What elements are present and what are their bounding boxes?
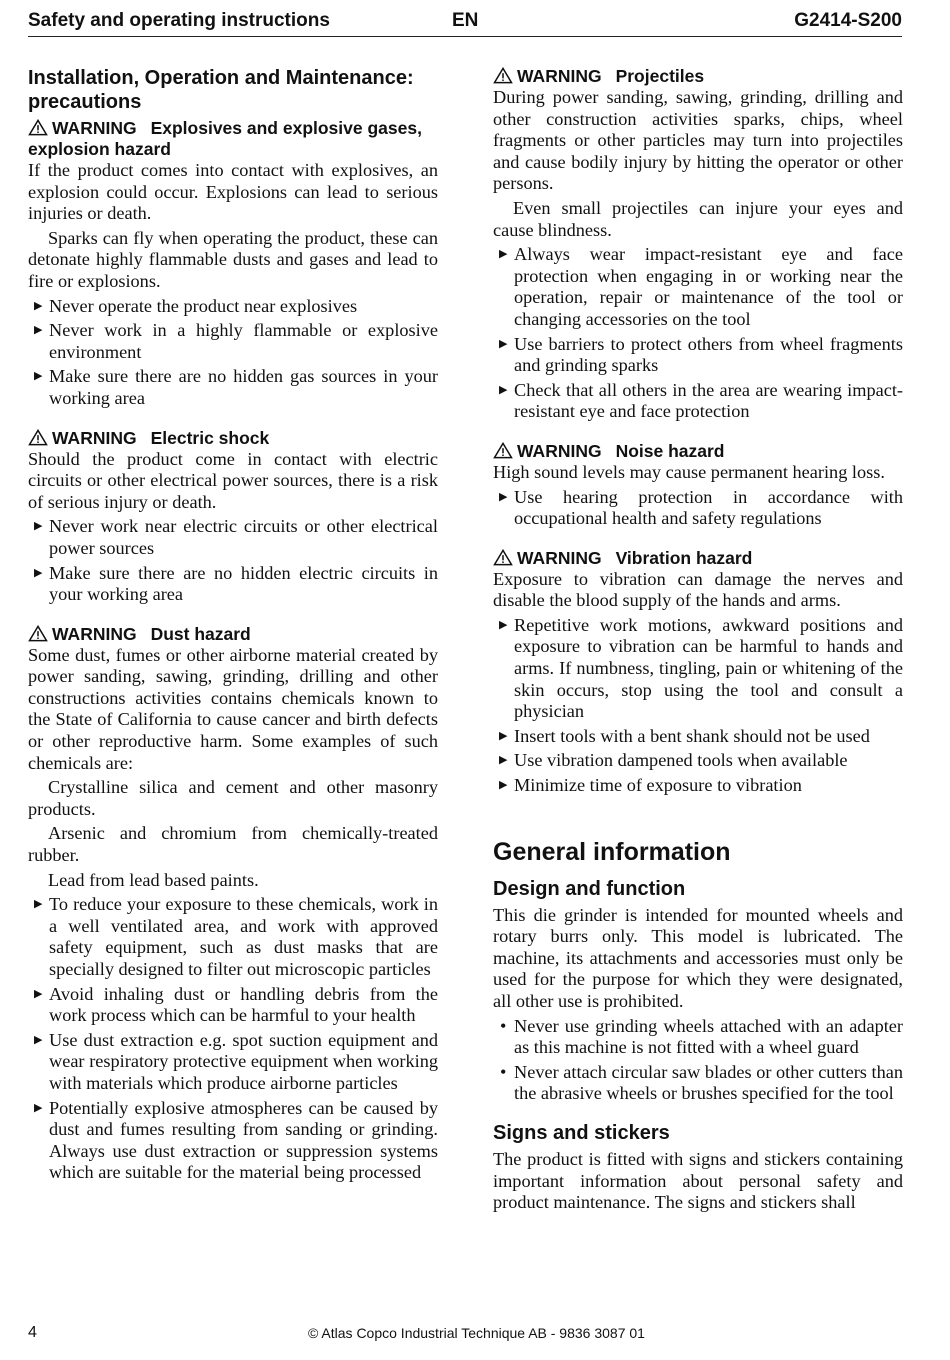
arrow-bullet-icon: ▶	[34, 324, 43, 337]
list-item-text: Repetitive work motions, awkward positions and exposure to vibration can be harmful to hands and arms. If numbness, tingling, pain or whitening of the skin occurs, stop using the tool and consult a physician	[514, 614, 903, 722]
warning-title: Projectiles	[615, 66, 705, 86]
list-item	[493, 244, 903, 330]
list-item-text: Make sure there are no hidden gas sources in your working area	[49, 366, 438, 408]
warning-title: Dust hazard	[150, 623, 251, 644]
paragraph: Even small projectiles can injure your eyes and cause blindness.	[493, 197, 903, 240]
arrow-bullet-icon: ▶	[34, 520, 43, 533]
bullet-list	[493, 1016, 903, 1105]
warning-explosives	[28, 118, 438, 410]
paragraph: During power sanding, sawing, grinding, drilling and other construction activities sparks, chips, wheel fragments or other particles may turn into projectiles and cause bodily injury by hitting the operator or other persons.	[493, 87, 903, 194]
dot-bullet-icon: •	[500, 1015, 507, 1036]
warning-heading	[28, 118, 438, 160]
copyright: © Atlas Copco Industrial Technique AB - 9836 3087 01	[308, 1325, 645, 1341]
warning-keyword: WARNING	[517, 66, 602, 86]
arrow-bullet-icon: ▶	[499, 383, 508, 396]
warning-heading	[28, 428, 438, 449]
list-item-text: Check that all others in the area are wearing impact-resistant eye and face protection	[514, 379, 903, 422]
list-item	[28, 1098, 438, 1184]
paragraph: Some dust, fumes or other airborne material created by power sanding, sawing, grinding, drilling and other constructions activities contains chemicals known to the State of California to cause cancer and birth defects or other reproductive harm. Some examples of such chemicals are:	[28, 644, 438, 773]
list-item-text: Never work near electric circuits or other electrical power sources	[49, 516, 438, 558]
list-item	[493, 1062, 903, 1105]
paragraph: The product is fitted with signs and stickers containing important information about personal safety and product maintenance. The signs and stickers shall	[493, 1148, 903, 1213]
header-title: Safety and operating instructions	[28, 10, 330, 31]
warning-keyword: WARNING	[52, 118, 137, 138]
design-function-title: Design and function	[493, 877, 686, 900]
header-language: EN	[452, 10, 479, 31]
signs-stickers-title: Signs and stickers	[493, 1121, 670, 1144]
bullet-list	[493, 487, 903, 530]
list-item-text: To reduce your exposure to these chemicals, work in a well ventilated area, and work with approved safety equipment, such as dust masks that are specially designed to filter out microscopic particles	[49, 894, 438, 979]
bullet-list	[493, 615, 903, 797]
paragraph: Arsenic and chromium from chemically-treated rubber.	[28, 823, 438, 866]
list-item	[493, 750, 903, 772]
list-item-text: Always wear impact-resistant eye and face protection when engaging in or working near the operation, repair or maintenance of the tool or changing accessories on the tool	[514, 244, 903, 329]
arrow-bullet-icon: ▶	[499, 754, 508, 767]
arrow-bullet-icon: ▶	[499, 618, 508, 631]
warning-triangle-icon	[28, 119, 48, 136]
list-item	[493, 726, 903, 748]
list-item	[28, 366, 438, 409]
warning-triangle-icon	[493, 67, 513, 84]
list-item-text: Never use grinding wheels attached with an adapter as this machine is not fitted with a wheel guard	[514, 1015, 903, 1058]
warning-heading	[28, 624, 438, 645]
list-item	[28, 563, 438, 606]
list-item	[493, 487, 903, 530]
list-item	[28, 1030, 438, 1095]
header-model: G2414-S200	[794, 10, 902, 31]
warning-title: Electric shock	[150, 427, 270, 448]
warning-dust	[28, 624, 438, 1184]
warning-heading	[493, 441, 903, 462]
list-item-text: Avoid inhaling dust or handling debris from the work process which can be harmful to your health	[49, 983, 438, 1026]
list-item	[28, 516, 438, 559]
paragraph: This die grinder is intended for mounted wheels and rotary burrs only. This model is lubricated. The machine, its attachments and accessories must only be used for the purpose for which they were designated, all other use is prohibited.	[493, 904, 903, 1011]
list-item-text: Never operate the product near explosives	[49, 295, 358, 316]
list-item-text: Use dust extraction e.g. spot suction equipment and wear respiratory protective equipment when working with materials which produce airborne particles	[49, 1029, 438, 1093]
warning-title: Noise hazard	[615, 440, 725, 461]
list-item-text: Never work in a highly flammable or explosive environment	[49, 320, 438, 362]
warning-keyword: WARNING	[517, 547, 602, 568]
paragraph: Crystalline silica and cement and other masonry products.	[28, 777, 438, 819]
warning-vibration	[493, 548, 903, 797]
arrow-bullet-icon: ▶	[34, 299, 43, 312]
arrow-bullet-icon: ▶	[34, 898, 43, 911]
list-item	[28, 320, 438, 363]
list-item	[493, 334, 903, 377]
bullet-list	[28, 296, 438, 410]
warning-title: Explosives and explosive gases, explosion hazard	[28, 118, 422, 159]
warning-noise	[493, 441, 903, 530]
bullet-list	[28, 516, 438, 605]
arrow-bullet-icon: ▶	[34, 1033, 43, 1046]
arrow-bullet-icon: ▶	[499, 729, 508, 742]
list-item-text: Use barriers to protect others from wheel fragments and grinding sparks	[514, 333, 903, 376]
paragraph: Lead from lead based paints.	[48, 869, 259, 890]
warning-title: Vibration hazard	[615, 547, 753, 568]
paragraph: Exposure to vibration can damage the nerves and disable the blood supply of the hands and arms.	[493, 568, 903, 611]
warning-triangle-icon	[493, 442, 513, 459]
right-column	[493, 66, 903, 1217]
list-item	[493, 775, 903, 797]
paragraph: If the product comes into contact with explosives, an explosion could occur. Explosions can lead to serious injuries or death.	[28, 160, 438, 224]
list-item-text: Insert tools with a bent shank should not be used	[514, 725, 870, 746]
list-item-text: Use hearing protection in accordance with occupational health and safety regulations	[514, 486, 903, 529]
arrow-bullet-icon: ▶	[499, 248, 508, 261]
arrow-bullet-icon: ▶	[34, 566, 43, 579]
warning-projectiles	[493, 66, 903, 423]
section-title: Installation, Operation and Maintenance: precautions	[28, 67, 414, 113]
warning-electric-shock	[28, 428, 438, 606]
warning-triangle-icon	[28, 625, 48, 642]
arrow-bullet-icon: ▶	[499, 337, 508, 350]
list-item	[28, 984, 438, 1027]
arrow-bullet-icon: ▶	[34, 370, 43, 383]
arrow-bullet-icon: ▶	[499, 779, 508, 792]
list-item	[493, 615, 903, 723]
page-number: 4	[28, 1324, 37, 1341]
warning-heading	[493, 548, 903, 569]
paragraph: High sound levels may cause permanent hearing loss.	[493, 461, 885, 482]
general-information-title: General information	[493, 837, 731, 866]
arrow-bullet-icon: ▶	[499, 490, 508, 503]
warning-triangle-icon	[28, 429, 48, 446]
warning-keyword: WARNING	[517, 440, 602, 461]
list-item-text: Never attach circular saw blades or other cutters than the abrasive wheels or brushes specified for the tool	[514, 1061, 903, 1104]
list-item	[28, 894, 438, 980]
bullet-list	[28, 894, 438, 1184]
warning-heading	[493, 66, 903, 87]
list-item-text: Minimize time of exposure to vibration	[514, 775, 802, 796]
warning-keyword: WARNING	[52, 623, 137, 644]
list-item-text: Use vibration dampened tools when available	[514, 750, 848, 771]
arrow-bullet-icon: ▶	[34, 987, 43, 1000]
paragraph: Sparks can fly when operating the product, these can detonate highly flammable dusts and gases and lead to fire or explosions.	[28, 227, 438, 291]
paragraph: Should the product come in contact with electric circuits or other electrical power sources, there is a risk of serious injury or death.	[28, 448, 438, 512]
list-item	[493, 1016, 903, 1059]
list-item-text: Potentially explosive atmospheres can be caused by dust and fumes resulting from sanding or grinding. Always use dust extraction or suppression systems which are suitable for the material being processed	[49, 1097, 438, 1183]
left-column	[28, 66, 438, 1202]
page-footer	[28, 1324, 902, 1344]
list-item	[28, 296, 438, 318]
warning-keyword: WARNING	[52, 427, 137, 448]
bullet-list	[493, 244, 903, 423]
warning-triangle-icon	[493, 549, 513, 566]
dot-bullet-icon: •	[500, 1061, 507, 1082]
page-header	[28, 10, 902, 37]
list-item-text: Make sure there are no hidden electric circuits in your working area	[49, 562, 438, 605]
arrow-bullet-icon: ▶	[34, 1101, 43, 1114]
list-item	[493, 380, 903, 423]
